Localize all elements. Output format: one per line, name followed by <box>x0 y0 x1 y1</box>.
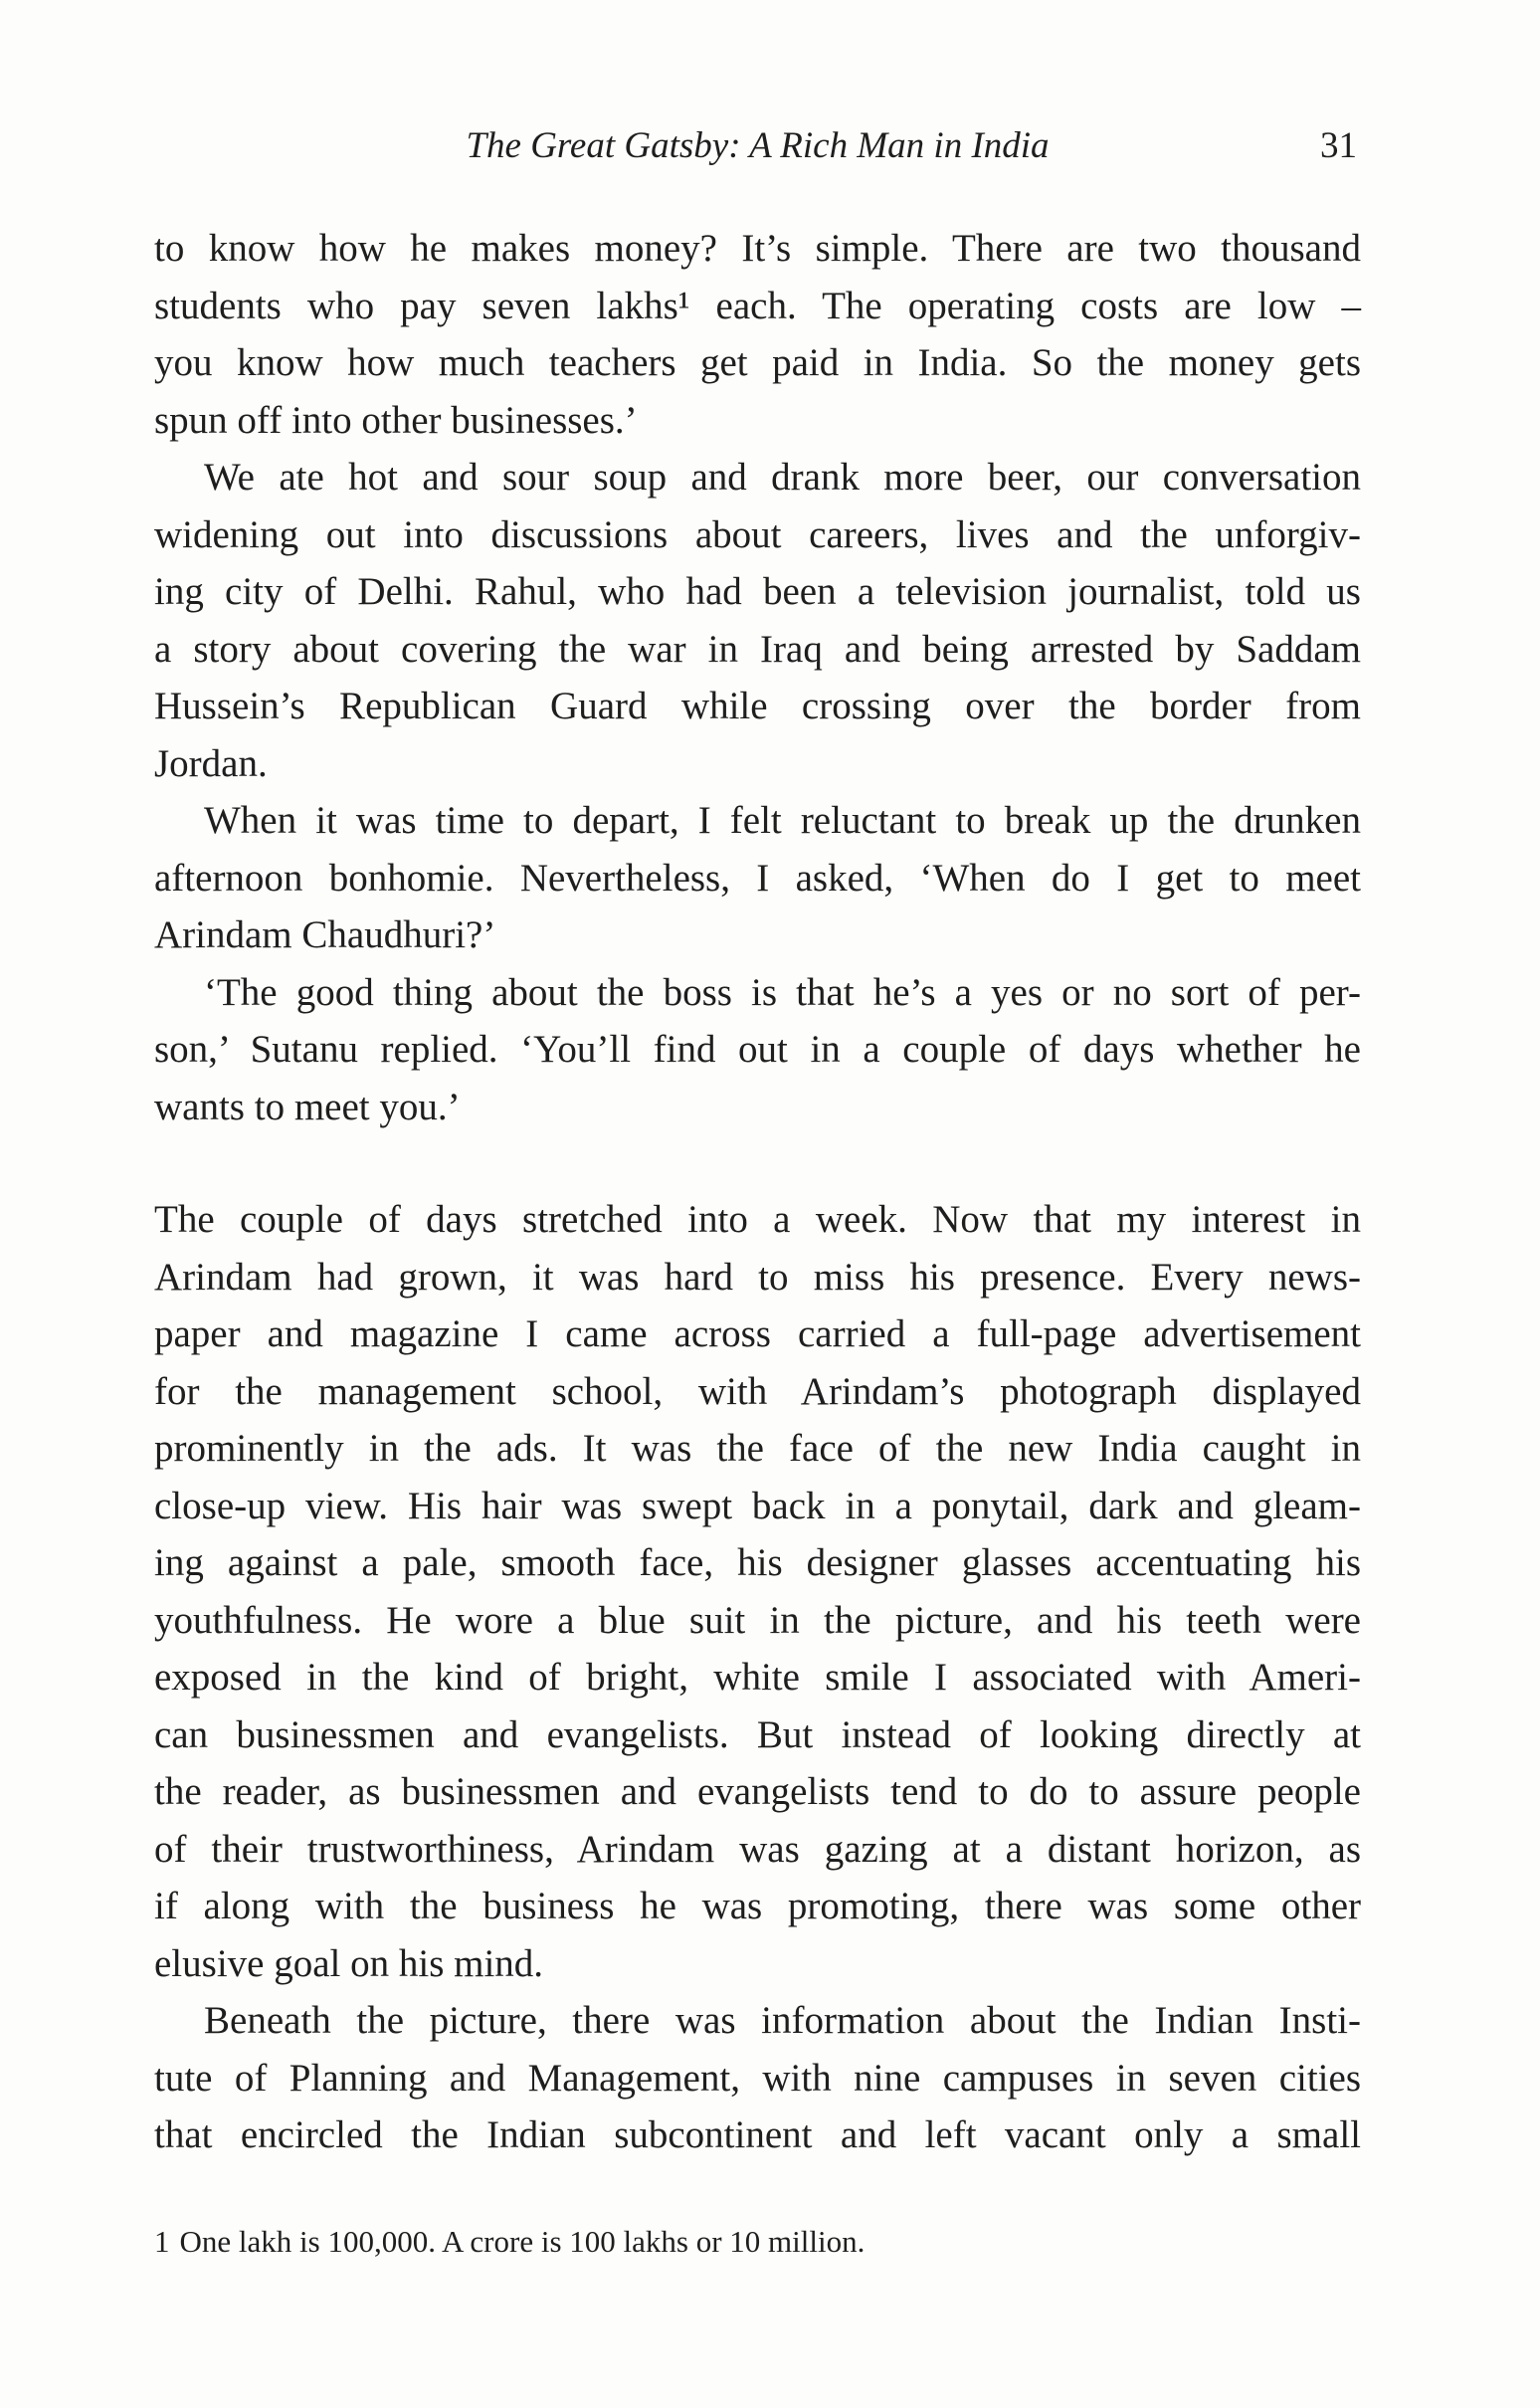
text-line: We ate hot and sour soup and drank more beer, our conversation <box>204 456 1361 499</box>
text-line: can businessmen and evangelists. But instead of looking directly at <box>154 1712 1361 1756</box>
paragraph <box>154 1191 1361 1992</box>
text-line: son,’ Sutanu replied. ‘You’ll find out in a couple of days whether he <box>154 1028 1361 1071</box>
text-line: exposed in the kind of bright, white smile I associated with Ameri- <box>154 1656 1361 1699</box>
text-line: of their trustworthiness, Arindam was gazing at a distant horizon, as <box>154 1827 1361 1871</box>
text-line: to know how he makes money? It’s simple. There are two thousand <box>154 227 1361 270</box>
text-line: afternoon bonhomie. Nevertheless, I asked, ‘When do I get to meet <box>154 856 1361 900</box>
text-line: ‘The good thing about the boss is that he’s a yes or no sort of per- <box>204 970 1361 1014</box>
paragraph <box>154 1992 1361 2164</box>
text-line: ing against a pale, smooth face, his designer glasses accentuating his <box>154 1541 1361 1584</box>
footnote-text: One lakh is 100,000. A crore is 100 lakhs or 10 million. <box>179 2224 866 2259</box>
text-line: prominently in the ads. It was the face of the new India caught in <box>154 1427 1361 1470</box>
footnote <box>154 2219 865 2265</box>
text-line: The couple of days stretched into a week. Now that my interest in <box>154 1198 1361 1241</box>
paragraph-continued <box>154 220 1361 449</box>
text-line: widening out into discussions about careers, lives and the unforgiv- <box>154 512 1361 556</box>
text-line: spun off into other businesses.’ <box>154 398 638 442</box>
text-line: a story about covering the war in Iraq and being arrested by Saddam <box>154 627 1361 671</box>
text-line: that encircled the Indian subcontinent and left vacant only a small <box>154 2113 1361 2156</box>
text-line: elusive goal on his mind. <box>154 1941 544 1985</box>
text-line: tute of Planning and Management, with nine campuses in seven cities <box>154 2056 1361 2100</box>
running-title: The Great Gatsby: A Rich Man in India <box>466 125 1050 166</box>
section-break <box>154 1135 1361 1191</box>
text-line: youthfulness. He wore a blue suit in the picture, and his teeth were <box>154 1598 1361 1642</box>
page-number: 31 <box>1320 125 1357 166</box>
text-line: When it was time to depart, I felt reluctant to break up the drunken <box>204 799 1361 842</box>
text-line: if along with the business he was promoting, there was some other <box>154 1885 1361 1927</box>
text-line: the reader, as businessmen and evangelists tend to do to assure people <box>154 1770 1361 1813</box>
text-line: Hussein’s Republican Guard while crossing over the border from <box>154 685 1361 727</box>
text-line: wants to meet you.’ <box>154 1085 461 1128</box>
text-line: paper and magazine I came across carried a full-page advertisement <box>154 1312 1361 1355</box>
text-line: Beneath the picture, there was information about the Indian Insti- <box>204 1999 1361 2042</box>
paragraph <box>154 792 1361 964</box>
text-line: close-up view. His hair was swept back in a ponytail, dark and gleam- <box>154 1484 1361 1527</box>
paragraph <box>154 964 1361 1136</box>
text-line: Arindam had grown, it was hard to miss his presence. Every news- <box>154 1255 1361 1299</box>
body-text <box>154 220 1361 2164</box>
text-line: Jordan. <box>154 741 268 785</box>
footnote-marker: 1 <box>154 2224 170 2259</box>
text-line: students who pay seven lakhs¹ each. The operating costs are low – <box>154 284 1361 327</box>
text-line: ing city of Delhi. Rahul, who had been a television journalist, told us <box>154 570 1361 613</box>
text-line: you know how much teachers get paid in India. So the money gets <box>154 341 1361 384</box>
paragraph <box>154 449 1361 792</box>
text-line: for the management school, with Arindam’s photograph displayed <box>154 1369 1361 1413</box>
text-line: Arindam Chaudhuri?’ <box>154 913 496 956</box>
running-header <box>154 116 1361 176</box>
